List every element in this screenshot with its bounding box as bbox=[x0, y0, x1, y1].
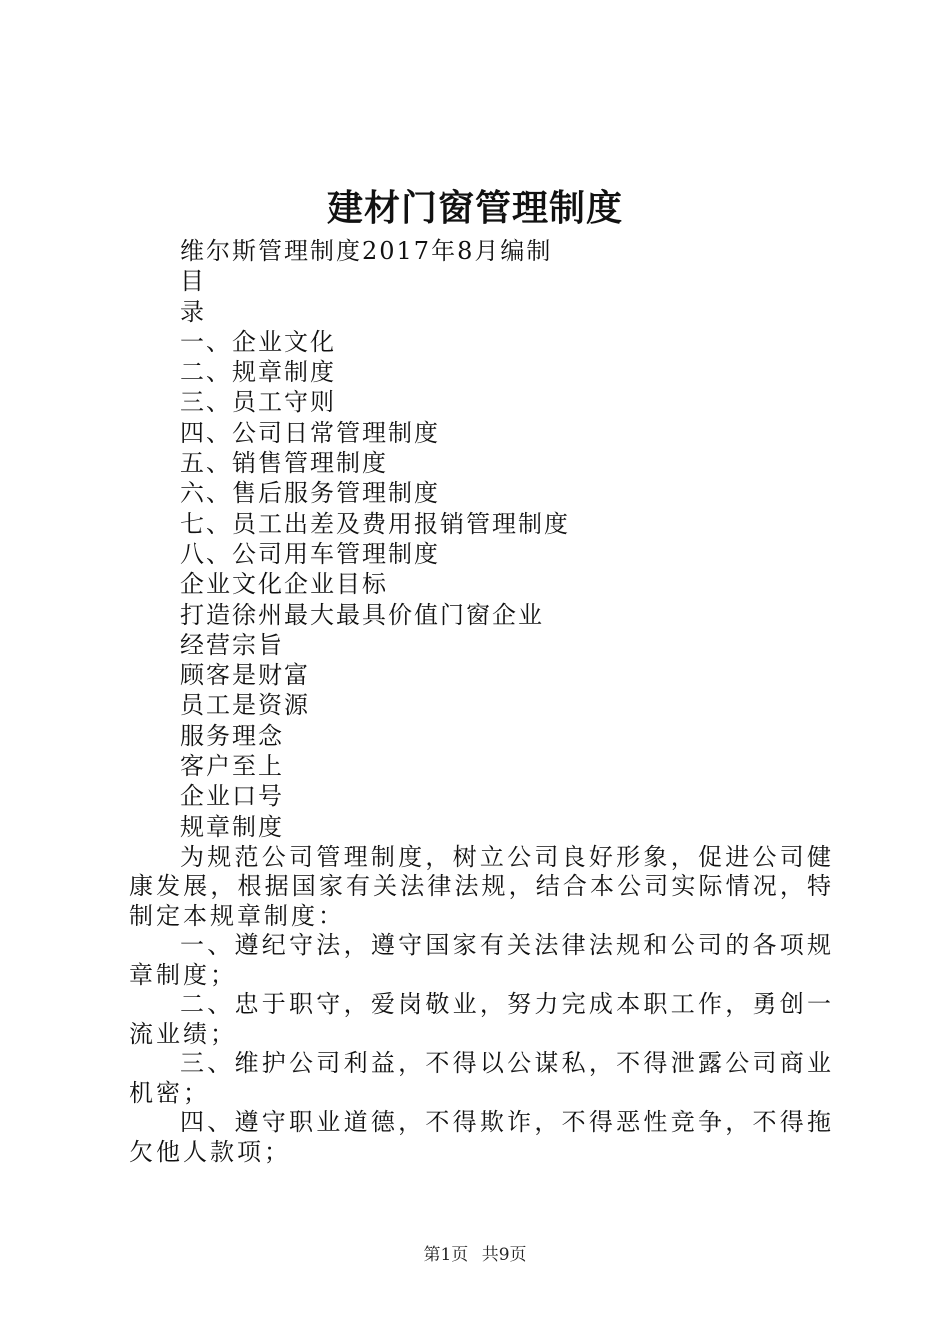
toc-item: 五、销售管理制度 bbox=[180, 449, 388, 478]
paragraph: 二、忠于职守，爱岗敬业，努力完成本职工作，勇创一流业绩； bbox=[129, 990, 834, 1048]
toc-item: 二、规章制度 bbox=[180, 358, 336, 387]
document-body bbox=[129, 236, 834, 1167]
paragraph: 一、遵纪守法，遵守国家有关法律法规和公司的各项规章制度； bbox=[129, 931, 834, 989]
text-line: 目 bbox=[180, 267, 206, 296]
toc-item: 一、企业文化 bbox=[180, 327, 336, 356]
toc-item: 八、公司用车管理制度 bbox=[180, 539, 440, 568]
text-line: 服务理念 bbox=[180, 721, 284, 750]
text-line: 录 bbox=[180, 297, 206, 326]
text-line: 维尔斯管理制度2017年8月编制 bbox=[180, 237, 553, 265]
paragraph: 为规范公司管理制度，树立公司良好形象，促进公司健康发展，根据国家有关法律法规，结合本公司实际情况，特制定本规章制度： bbox=[129, 842, 834, 930]
text-line: 打造徐州最大最具价值门窗企业 bbox=[180, 600, 544, 629]
paragraph: 三、维护公司利益，不得以公谋私，不得泄露公司商业机密； bbox=[129, 1049, 834, 1107]
section-heading: 规章制度 bbox=[180, 812, 284, 841]
page-footer bbox=[0, 1243, 950, 1267]
text-line: 顾客是财富 bbox=[180, 661, 310, 690]
text-line: 企业文化企业目标 bbox=[180, 570, 388, 599]
toc-item: 七、员工出差及费用报销管理制度 bbox=[180, 509, 570, 538]
text-line: 经营宗旨 bbox=[180, 630, 284, 659]
toc-item: 四、公司日常管理制度 bbox=[180, 418, 440, 447]
text-line: 员工是资源 bbox=[180, 691, 310, 720]
toc-item: 三、员工守则 bbox=[180, 388, 336, 417]
document-title: 建材门窗管理制度 bbox=[326, 187, 623, 229]
paragraph: 四、遵守职业道德，不得欺诈，不得恶性竞争，不得拖欠他人款项； bbox=[129, 1108, 834, 1166]
toc-item: 六、售后服务管理制度 bbox=[180, 479, 440, 508]
text-line: 客户至上 bbox=[180, 752, 284, 781]
page-number: 第1页 bbox=[423, 1245, 469, 1265]
page-total: 共9页 bbox=[481, 1245, 527, 1265]
text-line: 企业口号 bbox=[180, 782, 284, 811]
